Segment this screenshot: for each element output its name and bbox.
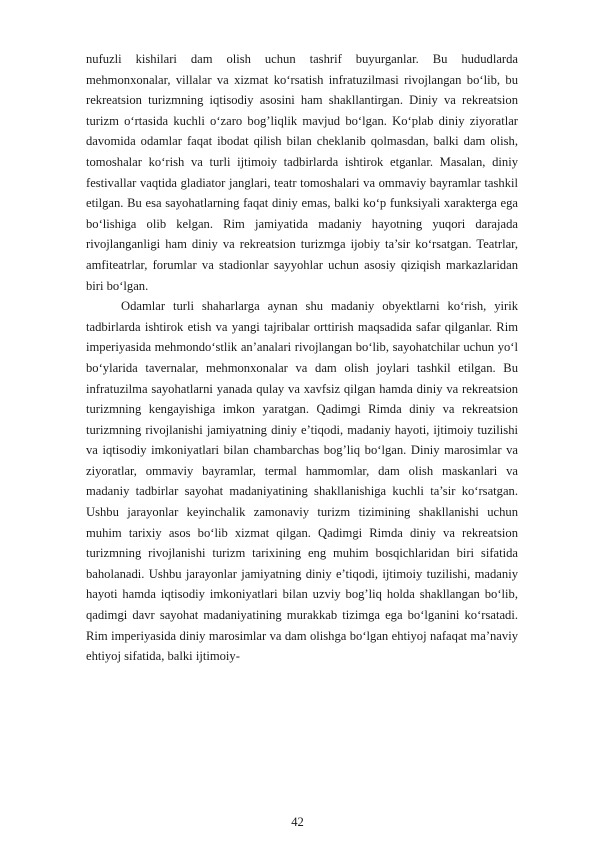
- paragraph-1: nufuzli kishilari dam olish uchun tashrif buyurganlar. Bu hududlarda mehmonxonalar, villalar va xizmat ko‘rsatish infratuzilmasi rivojlangan bo‘lib, bu rekreatsion turizmning iqtisodiy asosini ham shakllantirgan. Diniy va rekreatsion turizm o‘rtasida kuchli o‘zaro bog’liqlik mavjud bo‘lgan. Ko‘plab diniy ziyoratlar davomida odamlar faqat ibodat qilish bilan cheklanib qolmasdan, balki dam olish, tomoshalar ko‘rish va turli ijtimoiy tadbirlarda ishtirok etganlar. Masalan, diniy festivallar vaqtida gladiator janglari, teatr tomoshalari va ommaviy bayramlar tashkil etilgan. Bu esa sayohatlarning faqat diniy emas, balki ko‘p funksiyali xarakterga ega bo‘lishiga olib kelgan. Rim jamiyatida madaniy hayotning yuqori darajada rivojlanganligi ham diniy va rekreatsion turizmga ijobiy ta’sir ko‘rsatgan. Teatrlar, amfiteatrlar, forumlar va stadionlar sayyohlar uchun asosiy qiziqish markazlaridan biri bo‘lgan.: [86, 52, 518, 293]
- paragraph-2: Odamlar turli shaharlarga aynan shu madaniy obyektlarni ko‘rish, yirik tadbirlarda ishtirok etish va yangi tajribalar orttirish maqsadida safar qilganlar. Rim imperiyasida mehmondo‘stlik an’analari rivojlangan bo‘lib, sayohatchilar uchun yo‘l bo‘ylarida tavernalar, mehmonxonalar va dam olish joylari tashkil etilgan. Bu infratuzilma sayohatlarni yanada qulay va xavfsiz qilgan hamda diniy va rekreatsion turizmning kengayishiga imkon yaratgan. Qadimgi Rimda diniy va rekreatsion turizmning rivojlanishi jamiyatning diniy e’tiqodi, madaniy hayoti, ijtimoiy tuzilishi va iqtisodiy imkoniyatlari bilan chambarchas bog’liq bo‘lgan. Diniy marosimlar va ziyoratlar, ommaviy bayramlar, termal hammomlar, dam olish maskanlari va madaniy tadbirlar sayohat madaniyatining shakllanishiga kuchli ta’sir ko‘rsatgan. Ushbu jarayonlar keyinchalik zamonaviy turizm tizimining shakllanishi uchun muhim tarixiy asos bo‘lib xizmat qilgan. Qadimgi Rimda diniy va rekreatsion turizmning rivojlanishi turizm tarixining eng muhim bosqichlaridan biri sifatida baholanadi. Ushbu jarayonlar jamiyatning diniy e’tiqodi, ijtimoiy tuzilishi, madaniy hayoti hamda iqtisodiy imkoniyatlari bilan uzviy bog’liq holda shakllangan bo‘lib, qadimgi davr sayohat madaniyatining murakkab tizimga ega bo‘lganini ko‘rsatadi. Rim imperiyasida diniy marosimlar va dam olishga bo‘lgan ehtiyoj nafaqat ma’naviy ehtiyoj sifatida, balki ijtimoiy-: [86, 299, 518, 664]
- body-text: [86, 49, 518, 667]
- page-number: 42: [291, 815, 304, 829]
